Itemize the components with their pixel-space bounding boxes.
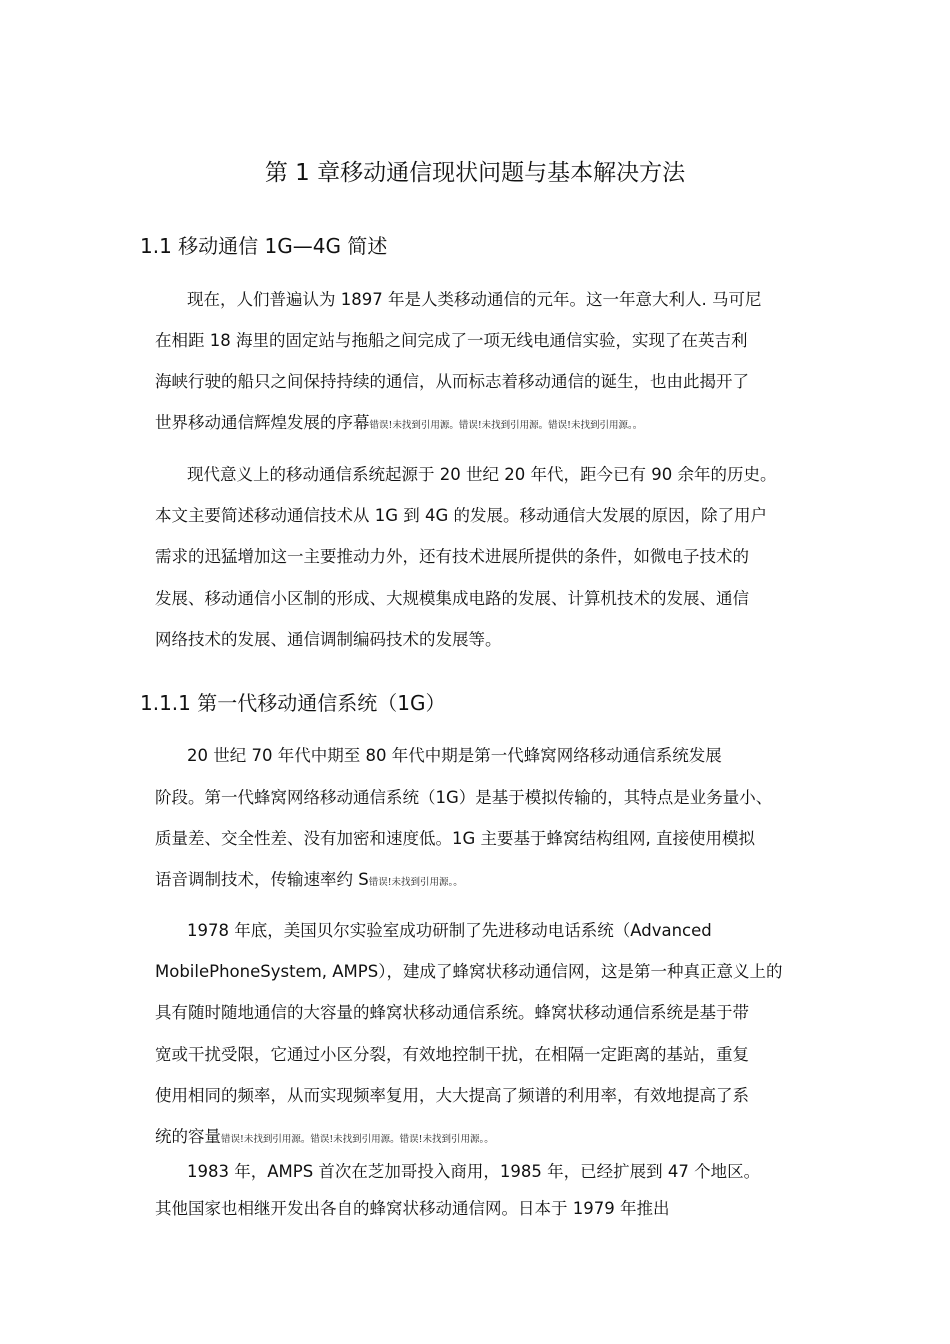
paragraph-1-line-2: 在相距 18 海里的固定站与拖船之间完成了一项无线电通信实验，实现了在英吉利 (155, 331, 748, 350)
paragraph-2-line-2: 本文主要简述移动通信技术从 1G 到 4G 的发展。移动通信大发展的原因，除了用户 (155, 506, 768, 525)
paragraph-1-line-4 (155, 411, 642, 438)
paragraph-2-line-4: 发展、移动通信小区制的形成、大规模集成电路的发展、计算机技术的发展、通信 (155, 589, 749, 608)
paragraph-4-line-6-text: 统的容量 (155, 1127, 221, 1146)
paragraph-4-line-3: 具有随时随地通信的大容量的蜂窝状移动通信系统。蜂窝状移动通信系统是基于带 (155, 1003, 749, 1022)
citation-period: 。 (484, 1134, 494, 1145)
citation-error-ref: 错误!未找到引用源。错误!未找到引用源。错误!未找到引用源。 (369, 420, 633, 431)
paragraph-1-line-4-text: 世界移动通信辉煌发展的序幕 (155, 413, 370, 432)
citation-error-ref: 错误!未找到引用源。 (368, 877, 454, 888)
paragraph-2-line-1: 现代意义上的移动通信系统起源于 20 世纪 20 年代，距今已有 90 余年的历史。 (187, 465, 777, 484)
paragraph-3-line-3: 质量差、交全性差、没有加密和速度低。1G 主要基于蜂窝结构组网, 直接使用模拟 (155, 829, 756, 848)
paragraph-1-line-1: 现在，人们普遍认为 1897 年是人类移动通信的元年。这一年意大利人. 马可尼 (187, 290, 762, 309)
paragraph-3-line-2: 阶段。第一代蜂窝网络移动通信系统（1G）是基于模拟传输的，其特点是业务量小、 (155, 788, 773, 807)
section-heading-1-1: 1.1 移动通信 1G—4G 简述 (140, 234, 388, 258)
paragraph-3-line-4 (155, 868, 463, 895)
paragraph-5-line-1: 1983 年，AMPS 首次在芝加哥投入商用，1985 年，已经扩展到 47 个地区。 (187, 1162, 761, 1181)
paragraph-4-line-2: MobilePhoneSystem, AMPS），建成了蜂窝状移动通信网，这是第一种真正意义上的 (155, 962, 783, 981)
paragraph-2-line-5: 网络技术的发展、通信调制编码技术的发展等。 (155, 630, 502, 649)
paragraph-4-line-5: 使用相同的频率，从而实现频率复用，大大提高了频谱的利用率，有效地提高了系 (155, 1086, 749, 1105)
paragraph-4-line-4: 宽或干扰受限，它通过小区分裂，有效地控制干扰，在相隔一定距离的基站，重复 (155, 1045, 749, 1064)
paragraph-3-line-1: 20 世纪 70 年代中期至 80 年代中期是第一代蜂窝网络移动通信系统发展 (187, 746, 722, 765)
citation-error-ref: 错误!未找到引用源。错误!未找到引用源。错误!未找到引用源。 (221, 1134, 485, 1145)
paragraph-2-line-3: 需求的迅猛增加这一主要推动力外，还有技术进展所提供的条件，如微电子技术的 (155, 547, 749, 566)
citation-period: 。 (453, 877, 463, 888)
paragraph-4-line-1: 1978 年底，美国贝尔实验室成功研制了先进移动电话系统（Advanced (187, 921, 712, 940)
paragraph-1-line-3: 海峡行驶的船只之间保持持续的通信，从而标志着移动通信的诞生，也由此揭开了 (155, 372, 749, 391)
paragraph-4-line-6 (155, 1125, 494, 1152)
paragraph-5-line-2: 其他国家也相继开发出各自的蜂窝状移动通信网。日本于 1979 年推出 (155, 1199, 670, 1218)
paragraph-3-line-4-text: 语音调制技术，传输速率约 S (155, 870, 369, 889)
citation-period: 。 (632, 420, 643, 431)
chapter-title: 第 1 章移动通信现状问题与基本解决方法 (264, 160, 686, 186)
section-heading-1-1-1: 1.1.1 第一代移动通信系统（1G） (140, 691, 446, 715)
